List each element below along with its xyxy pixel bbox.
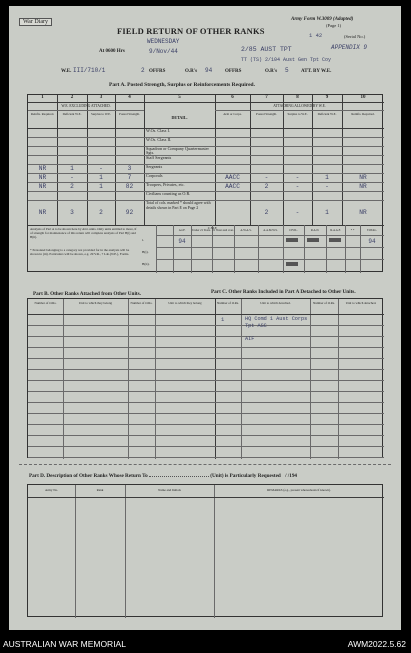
ruled-line (28, 369, 384, 370)
right-cell-value: AACC (225, 174, 240, 181)
analysis-notes: Analysis of Part A to be shown here by ALL units. Only units entitled to more, if of strength for maintenance of this return will complete analysis of Part B(i) and B(ii). (30, 227, 137, 239)
part-c-entry-number: 1 (221, 316, 225, 323)
right-column-heading: Arm or Corps. (223, 112, 242, 116)
left-cell-value: 2 (99, 209, 103, 216)
right-column-heading: Surplus to W.E. (287, 112, 308, 116)
detail-row-label: Corporals (146, 173, 163, 178)
detail-row-label: Civilians counting as O.R. (146, 191, 191, 196)
analysis-heading: R.A.N. (310, 228, 320, 232)
ruled-line (28, 424, 384, 425)
part-c-column-heading: Number of O.Rs. (313, 301, 335, 305)
left-cell-value: 3 (127, 165, 132, 172)
column-divider (214, 485, 215, 618)
left-cell-value: NR (38, 209, 47, 216)
analysis-sub-header: C.M.F. (207, 226, 218, 230)
footer-institution: AUSTRALIAN WAR MEMORIAL (3, 639, 126, 649)
left-column-heading: Deficient W.E. (62, 112, 82, 116)
detail-row-label: Total of cols. marked * should agree with details shown in Part E on Page 2 (146, 201, 211, 210)
right-cell-value: 2 (264, 183, 269, 190)
archive-footer (0, 636, 411, 653)
part-a-table (27, 94, 383, 272)
right-cell-value: 1 (325, 174, 329, 181)
right-column-heading: Reinfts. Required. (351, 112, 375, 116)
part-d-table (27, 484, 383, 617)
unit-handwritten-2: TT (TS) 2/104 Aust Gen Tpt Coy (241, 57, 332, 63)
right-cell-value: NR (359, 209, 367, 216)
ruled-line (28, 457, 384, 458)
marked-cell (329, 238, 341, 242)
part-b-title: Part B. Other Ranks Attached from Other Units. (33, 291, 141, 297)
right-cell-value: NR (359, 183, 367, 190)
left-column-heading: Posted Strength. (119, 112, 140, 116)
form-number: Army Form W.3009 (Adapted) (291, 17, 354, 22)
part-b-column-heading: Unit to which they belong (168, 301, 202, 305)
column-number: 6 (231, 95, 234, 100)
ruled-line (28, 435, 384, 436)
part-c-column-heading: Unit to which detached. (345, 301, 377, 305)
cut-line (19, 464, 391, 465)
analysis-heading: A.I.F. (178, 228, 186, 232)
column-number: 7 (265, 95, 268, 100)
column-number: 8 (296, 95, 299, 100)
detail-row-label: W.Os. Class II. (146, 137, 172, 142)
left-cell-value: 92 (125, 209, 134, 216)
analysis-heading: A.W.A.S. (240, 228, 252, 232)
left-column-heading: Reinfts. Required. (30, 112, 55, 116)
right-cell-value: - (295, 209, 300, 216)
marked-cell (286, 238, 298, 242)
group-header-left: W.E. EXCLUDING ATTACHED. (61, 104, 111, 108)
column-number: 1 (41, 95, 44, 100)
ruled-line (28, 325, 384, 326)
left-cell-value: NR (38, 183, 47, 190)
part-d-column-heading: REMARKS (e.g., present whereabouts if known). (267, 488, 331, 492)
analysis-row-divider (156, 247, 384, 248)
analysis-heading: A.A.M.W.S. (263, 228, 278, 232)
part-bc-table (27, 298, 383, 458)
right-cell-value: 1 (325, 209, 329, 216)
analysis-row-divider (156, 235, 384, 236)
row-divider (215, 110, 384, 111)
right-cell-value: - (295, 183, 300, 190)
ruled-line (28, 347, 384, 348)
ruled-line (28, 402, 384, 403)
part-c-column-heading: Number of O.Rs. (217, 301, 239, 305)
left-cell-value: NR (38, 174, 47, 181)
part-d-title: Part D. Description of Other Ranks Whose Return To (Unit) is Particularly Requested / /194 (29, 473, 298, 479)
day-handwritten: WEDNESDAY (147, 38, 180, 45)
right-cell-value: AACC (225, 183, 240, 190)
part-a-title: Part A. Posted Strength, Surplus or Reinforcements Required. (109, 82, 255, 88)
part-d-column-heading: Rank (96, 488, 104, 492)
analysis-heading: * * (350, 228, 355, 232)
left-column-heading: Surplus to W.E. (90, 112, 111, 116)
form-serial-label: (Serial No.) (344, 34, 366, 39)
we-handwritten: III/710/1 (73, 67, 106, 74)
detail-row-label: Troopers, Privates, etc. (146, 182, 185, 187)
analysis-heading: 21 Years and over. (212, 228, 234, 232)
at-hours-label: At 0600 Hrs (99, 49, 125, 54)
part-b-column-heading: Number of O.Rs. (130, 301, 153, 305)
we-label: W.E. (61, 69, 72, 74)
left-cell-value: - (99, 165, 103, 172)
part-b-column-heading: Number of O.Rs. (34, 301, 57, 305)
ors2-handwritten: 5 (285, 67, 289, 74)
analysis-row-label: B(i). (142, 250, 149, 254)
left-cell-value: 2 (70, 183, 74, 190)
document-sheet (9, 6, 401, 630)
analysis-row-label: i. (142, 238, 144, 242)
column-number: 5 (178, 95, 181, 100)
offrs2-label: OFFRS (225, 69, 242, 74)
row-divider (28, 110, 144, 111)
left-cell-value: 1 (99, 174, 103, 181)
right-cell-value: 2 (264, 209, 269, 216)
offrs-handwritten: 2 (141, 67, 145, 74)
left-cell-value: NR (38, 165, 47, 172)
ruled-line (28, 380, 384, 381)
part-c-entry-extra: AIF (245, 336, 255, 342)
ors-label: O.R's (185, 69, 198, 74)
detail-row-label: W.Os. Class I. (146, 128, 170, 133)
right-cell-value: - (264, 174, 269, 181)
column-number: 2 (70, 95, 74, 100)
ors2-label: O.R's (265, 69, 278, 74)
left-cell-value: 7 (127, 174, 132, 181)
ruled-line (28, 336, 384, 337)
form-page: (Page 1) (326, 23, 342, 28)
footer-accession-number: AWM2022.5.62 (347, 639, 406, 649)
date-handwritten: 9/Nov/44 (149, 48, 178, 55)
header-divider (28, 314, 384, 315)
marked-cell (307, 238, 319, 242)
war-diary-tag: War Diary (19, 18, 52, 26)
details-header: DETAIL. (171, 115, 188, 120)
part-d-column-heading: Army No. (45, 488, 58, 492)
analysis-row-label: B(ii). (142, 262, 150, 266)
analysis-row-divider (156, 259, 384, 260)
marked-cell (286, 262, 298, 266)
analysis-heading: CIVIL. (289, 228, 298, 232)
left-cell-value: 82 (125, 183, 134, 190)
part-c-title: Part C. Other Ranks Included in Part A Detached to Other Units. (211, 289, 356, 295)
part-c-entry-unit: HQ Comd 1 Aust Corps Tpt ASC (245, 316, 308, 329)
analysis-aif-value: 94 (178, 238, 186, 245)
right-cell-value: NR (359, 174, 367, 181)
analysis-notes-2: * Personnel belonging to a category not provided for in the analysis will be shown in (iii). Particulars will be shown, e.g. 29 V.R., 7 Lab.(N.E.), Forms. (30, 248, 130, 256)
ruled-line (28, 391, 384, 392)
ruled-line (28, 358, 384, 359)
column-number: 9 (325, 95, 329, 100)
appendix-annotation: APPENDIX 9 (331, 44, 368, 51)
serial-number-handwritten: 1 42 (309, 32, 323, 39)
right-cell-value: - (325, 183, 329, 190)
column-number: 3 (99, 95, 103, 100)
left-cell-value: 3 (70, 209, 74, 216)
ors-handwritten: 94 (205, 67, 213, 74)
right-column-heading: Posted Strength. (256, 112, 277, 116)
unit-handwritten: 2/85 AUST TPT (241, 46, 292, 53)
part-c-column-heading: Unit to which detached. (260, 301, 291, 305)
column-number: 4 (128, 95, 131, 100)
analysis-total-value: 94 (368, 238, 376, 245)
detail-row-label: Sergeants (146, 164, 163, 169)
right-cell-value: - (295, 174, 300, 181)
column-number: 10 (360, 95, 366, 100)
att-label: ATT. BY W.E. (301, 69, 332, 74)
left-cell-value: 1 (99, 183, 103, 190)
header-divider (28, 497, 384, 498)
group-header-right: ATTACHING ALLOWED BY W.E. (273, 104, 326, 108)
left-cell-value: - (70, 174, 74, 181)
column-divider (125, 485, 126, 618)
column-divider (75, 485, 76, 618)
ruled-line (28, 446, 384, 447)
analysis-divider (156, 225, 157, 273)
left-cell-value: 1 (70, 165, 74, 172)
form-title: FIELD RETURN OF OTHER RANKS (117, 26, 265, 36)
ruled-line (28, 413, 384, 414)
row-divider (28, 102, 384, 103)
offrs-label: OFFRS (149, 69, 166, 74)
analysis-heading: TOTAL. (367, 228, 377, 232)
analysis-heading: R.A.A.F. (330, 228, 341, 232)
detail-row-label: Squadron or Company Quartermaster Sgts. (146, 146, 209, 156)
right-column-heading: Deficient W.E. (317, 112, 337, 116)
part-b-column-heading: Unit to which they belong (78, 301, 113, 305)
analysis-heading: Under 21 Years. (192, 228, 211, 232)
part-d-column-heading: Name and Initials (158, 488, 181, 492)
detail-row-label: Staff Sergeants (146, 155, 172, 160)
